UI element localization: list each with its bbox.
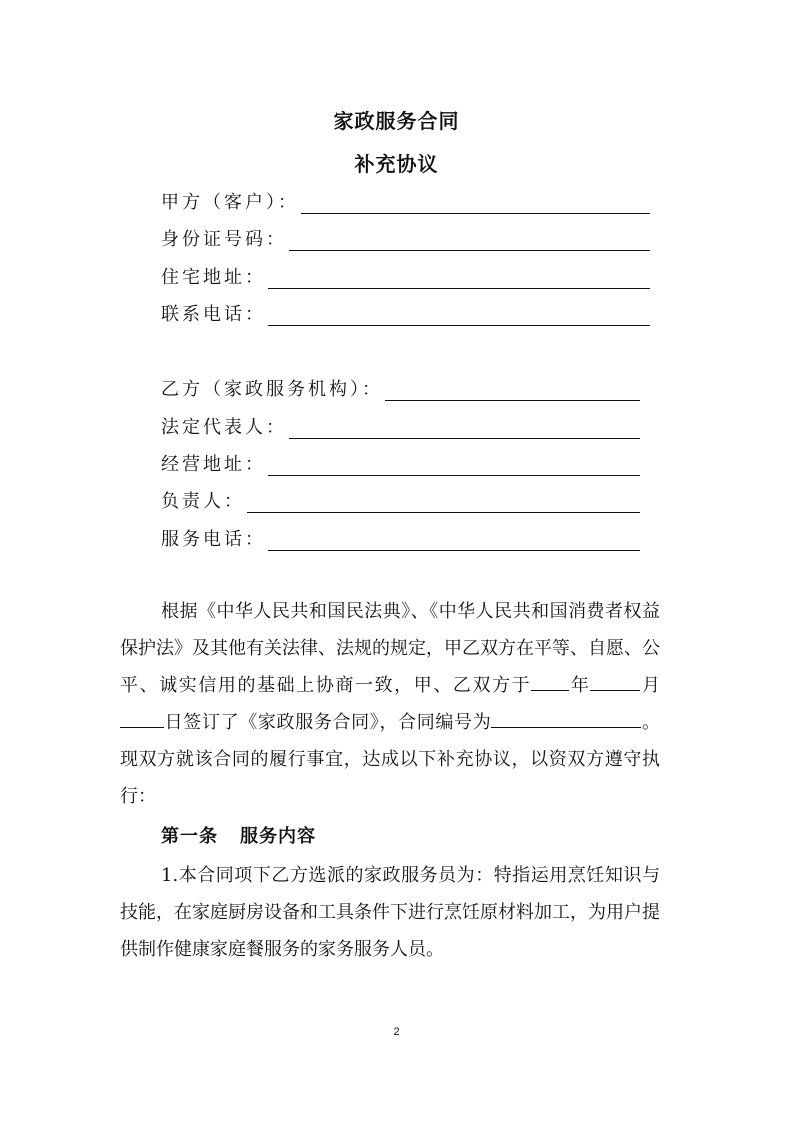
contract-number-blank	[491, 709, 641, 728]
party-b-address-field	[161, 448, 640, 476]
month-label: 月	[640, 675, 661, 696]
party-b-person-blank	[247, 490, 640, 513]
party-b-phone-label: 服务电话：	[161, 529, 266, 550]
party-a-phone-blank	[268, 303, 650, 326]
party-b-legal-rep-label: 法定代表人：	[161, 417, 287, 438]
party-b-legal-rep-field	[161, 411, 640, 439]
article-1-clause-1	[120, 857, 660, 968]
month-blank	[590, 672, 640, 691]
day-and-contract-text: 日签订了《家政服务合同》，合同编号为	[164, 712, 492, 733]
party-b-address-label: 经营地址：	[161, 454, 266, 475]
party-b-phone-blank	[268, 528, 640, 551]
clause-1-text: 1.本合同项下乙方选派的家政服务员为：特指运用烹饪知识与技能，在家庭厨房设备和工具条件下进行烹饪原材料加工，为用户提供制作健康家庭餐服务的家务服务人员。	[120, 865, 660, 960]
party-a-id-label: 身份证号码：	[161, 229, 287, 250]
preamble-closing: 。现双方就该合同的履行事宜，达成以下补充协议，以资双方遵守执行：	[120, 712, 661, 807]
party-b-phone-field	[161, 523, 640, 551]
party-a-phone-field	[161, 298, 650, 326]
year-label: 年	[569, 675, 591, 696]
party-a-address-label: 住宅地址：	[161, 267, 266, 288]
party-b-agency-label: 乙方（家政服务机构）：	[161, 379, 383, 400]
party-b-address-blank	[268, 453, 640, 476]
party-a-address-blank	[268, 266, 650, 289]
day-blank	[120, 709, 164, 728]
party-b-agency-blank	[385, 378, 640, 401]
year-blank	[531, 672, 569, 691]
party-b-person-field	[161, 485, 640, 513]
article-1-title: 服务内容	[240, 826, 316, 847]
document-subtitle: 补充协议	[354, 152, 439, 176]
article-1-heading	[161, 822, 316, 848]
party-b-legal-rep-blank	[289, 416, 640, 439]
party-b-agency-field	[161, 373, 640, 401]
preamble-text: 根据《中华人民共和国民法典》、《中华人民共和国消费者权益保护法》及其他有关法律、法规的规定，甲乙双方在平等、自愿、公平、诚实信用的基础上协商一致，甲、乙双方于	[120, 601, 660, 696]
document-title: 家政服务合同	[333, 109, 460, 133]
party-a-client-blank	[301, 191, 650, 214]
party-a-id-field	[161, 223, 650, 251]
party-a-id-blank	[289, 228, 650, 251]
page-number: 2	[393, 1026, 400, 1038]
party-a-address-field	[161, 261, 650, 289]
party-a-client-field	[161, 186, 650, 214]
party-b-person-label: 负责人：	[161, 491, 245, 512]
preamble-paragraph	[120, 593, 660, 815]
party-a-phone-label: 联系电话：	[161, 304, 266, 325]
party-a-client-label: 甲方（客户）：	[161, 192, 299, 213]
article-1-number: 第一条	[161, 826, 218, 847]
